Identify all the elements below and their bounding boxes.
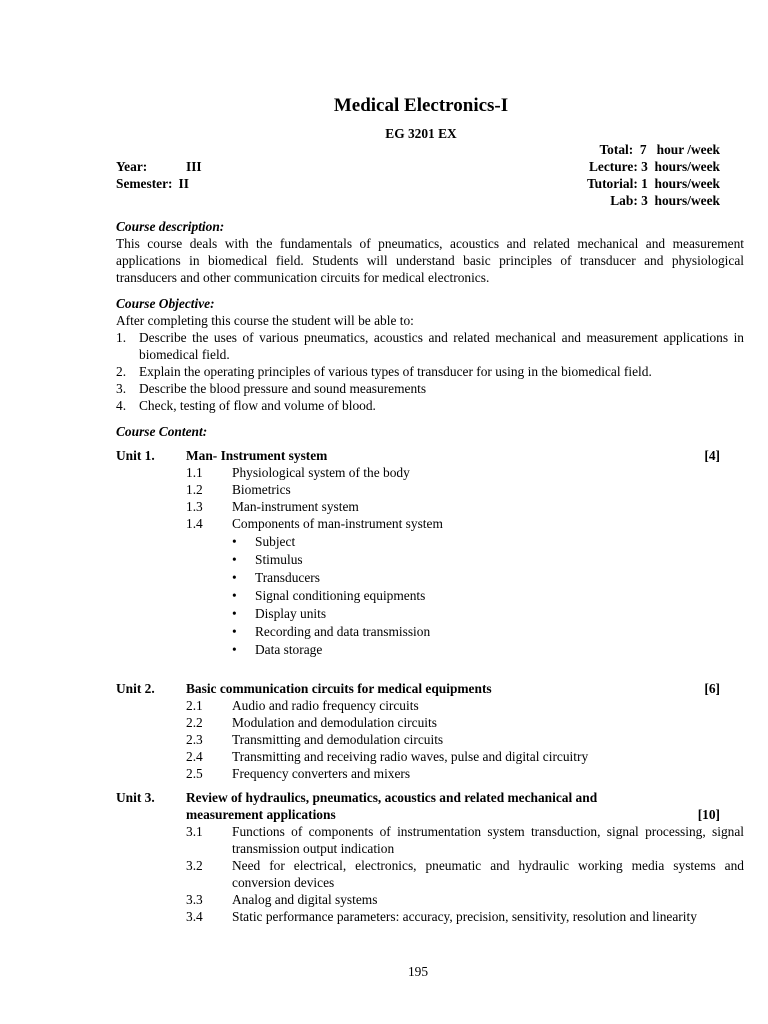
- bullet-icon: •: [232, 534, 237, 549]
- description-heading: Course description:: [116, 219, 225, 234]
- content-heading: Course Content:: [116, 424, 208, 439]
- unit-3: [116, 789, 744, 925]
- list-item: 1.2 Biometrics: [186, 482, 291, 497]
- hours-lab: Lab: 3 hours/week: [610, 193, 720, 208]
- bullet-icon: •: [232, 588, 237, 603]
- list-item: • Stimulus: [232, 552, 303, 567]
- list-item: 2. Explain the operating principles of various types of transducer for using in the biomedical field.: [116, 364, 652, 379]
- unit-1: [116, 447, 744, 658]
- unit-heading: Unit 1. Man- Instrument system [4]: [116, 448, 720, 463]
- list-item: 1.4 Components of man-instrument system: [186, 516, 443, 531]
- hours-block: [587, 141, 720, 209]
- bullet-icon: •: [232, 570, 237, 585]
- unit-heading-continued: measurement applications [10]: [186, 807, 720, 822]
- description-text: This course deals with the fundamentals of pneumatics, acoustics and related mechanical and measurement applications in biomedical field. Students will understand basic principles of transducer and physiological transducers and other communication circuits for medical electronics.: [116, 236, 744, 285]
- page-title: Medical Electronics-I: [333, 95, 509, 116]
- course-code: EG 3201 EX: [385, 126, 457, 141]
- list-item: 3. Describe the blood pressure and sound measurements: [116, 381, 427, 396]
- unit-heading: Unit 2. Basic communication circuits for medical equipments [6]: [116, 681, 720, 696]
- hours-lecture: Lecture: 3 hours/week: [588, 159, 720, 174]
- hours-tutorial: Tutorial: 1 hours/week: [586, 176, 720, 191]
- list-item: • Transducers: [232, 570, 320, 585]
- year-semester-block: [116, 158, 202, 192]
- bullet-icon: •: [232, 606, 237, 621]
- course-objective: [116, 295, 744, 414]
- list-item: • Display units: [232, 606, 327, 621]
- list-item: 1.1 Physiological system of the body: [186, 465, 410, 480]
- list-item: 2.1 Audio and radio frequency circuits: [186, 698, 419, 713]
- year-label: Year:: [116, 159, 148, 174]
- list-item: • Recording and data transmission: [232, 624, 431, 639]
- list-item: 2.2 Modulation and demodulation circuits: [186, 715, 437, 730]
- unit-2: [116, 680, 744, 782]
- list-item: 2.3 Transmitting and demodulation circuits: [186, 732, 444, 747]
- list-item: 1. Describe the uses of various pneumatics, acoustics and related mechanical and measurement applications in biomedical field.: [116, 330, 744, 362]
- list-item: • Subject: [232, 534, 296, 549]
- list-item: • Signal conditioning equipments: [232, 588, 426, 603]
- bullet-icon: •: [232, 624, 237, 639]
- objective-intro: After completing this course the student will be able to:: [116, 313, 414, 328]
- year-value: III: [186, 159, 202, 174]
- list-item: 2.4 Transmitting and receiving radio waves, pulse and digital circuitry: [186, 749, 589, 764]
- bullet-icon: •: [232, 642, 237, 657]
- list-item: 3.4 Static performance parameters: accuracy, precision, sensitivity, resolution and linearity: [186, 909, 697, 924]
- list-item: 3.2 Need for electrical, electronics, pneumatic and hydraulic working media systems and conversion devices: [186, 858, 744, 890]
- list-item: • Data storage: [232, 642, 323, 657]
- list-item: 3.3 Analog and digital systems: [186, 892, 378, 907]
- bullet-icon: •: [232, 552, 237, 567]
- page-number: 195: [407, 964, 429, 979]
- list-item: 4. Check, testing of flow and volume of blood.: [116, 398, 376, 413]
- unit-heading: Unit 3. Review of hydraulics, pneumatics, acoustics and related mechanical and: [116, 790, 598, 805]
- list-item: 2.5 Frequency converters and mixers: [186, 766, 411, 781]
- semester-value: II: [178, 176, 189, 191]
- list-item: 1.3 Man-instrument system: [186, 499, 359, 514]
- course-description: [116, 218, 744, 286]
- objective-heading: Course Objective:: [116, 296, 215, 311]
- list-item: 3.1 Functions of components of instrumentation system transduction, signal processing, signal transmission output indication: [186, 824, 744, 856]
- semester-label: Semester:: [116, 176, 173, 191]
- hours-total: Total: 7 hour /week: [599, 142, 720, 157]
